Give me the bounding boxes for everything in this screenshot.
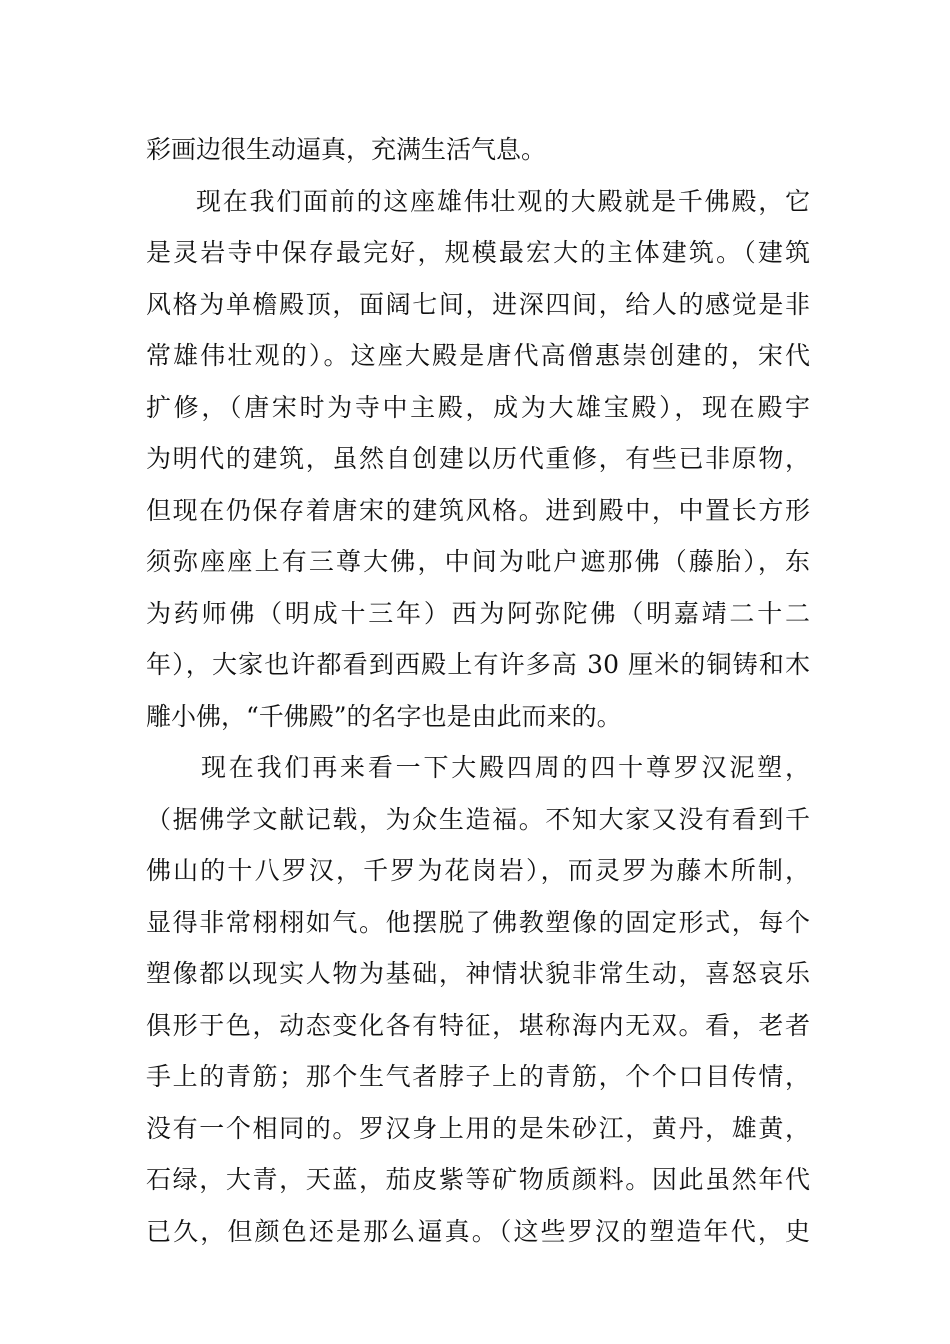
body-text — [146, 124, 810, 1257]
text-line: 为药师佛（明成十三年）西为阿弥陀佛（明嘉靖二十二 — [146, 598, 810, 628]
text-line: 现在我们面前的这座雄伟壮观的大殿就是千佛殿，它 — [196, 186, 810, 216]
text-line: 塑像都以现实人物为基础，神情状貌非常生动，喜怒哀乐 — [146, 959, 810, 988]
text-line: 俱形于色，动态变化各有特征，堪称海内无双。看，老者 — [146, 1010, 810, 1040]
text-line: 为明代的建筑，虽然自创建以历代重修，有些已非原物， — [146, 444, 810, 473]
text-line: 已久，但颜色还是那么逼真。（这些罗汉的塑造年代，史 — [146, 1216, 810, 1246]
text-line: 风格为单檐殿顶，面阔七间，进深四间，给人的感觉是非 — [146, 289, 810, 319]
text-line: 常雄伟壮观的）。这座大殿是唐代高僧惠崇创建的，宋代 — [146, 341, 810, 370]
text-line: 现在我们再来看一下大殿四周的四十尊罗汉泥塑， — [201, 753, 810, 782]
text-line: 手上的青筋；那个生气者脖子上的青筋，个个口目传情， — [146, 1062, 810, 1091]
text-line: 显得非常栩栩如气。他摆脱了佛教塑像的固定形式，每个 — [146, 907, 810, 937]
text-line: 须弥座座上有三尊大佛，中间为吡户遮那佛（藤胎），东 — [146, 547, 810, 576]
text-line: 佛山的十八罗汉，千罗为花岗岩），而灵罗为藤木所制， — [146, 856, 810, 885]
text-line: 是灵岩寺中保存最完好，规模最宏大的主体建筑。（建筑 — [146, 238, 810, 267]
text-line: 石绿，大青，天蓝，茄皮紫等矿物质颜料。因此虽然年代 — [146, 1165, 810, 1194]
text-line: 彩画边很生动逼真，充满生活气息。 — [146, 135, 547, 164]
text-line: 但现在仍保存着唐宋的建筑风格。进到殿中，中置长方形 — [146, 495, 810, 525]
text-line: 年），大家也许都看到西殿上有许多高 30 厘米的铜铸和木 — [146, 650, 810, 679]
text-line: 扩修，（唐宋时为寺中主殿，成为大雄宝殿），现在殿宇 — [146, 392, 810, 422]
text-line: 没有一个相同的。罗汉身上用的是朱砂江，黄丹，雄黄， — [146, 1113, 810, 1143]
text-line: （据佛学文献记载，为众生造福。不知大家又没有看到千 — [146, 804, 810, 834]
text-line: 雕小佛，“千佛殿”的名字也是由此而来的。 — [146, 701, 622, 731]
